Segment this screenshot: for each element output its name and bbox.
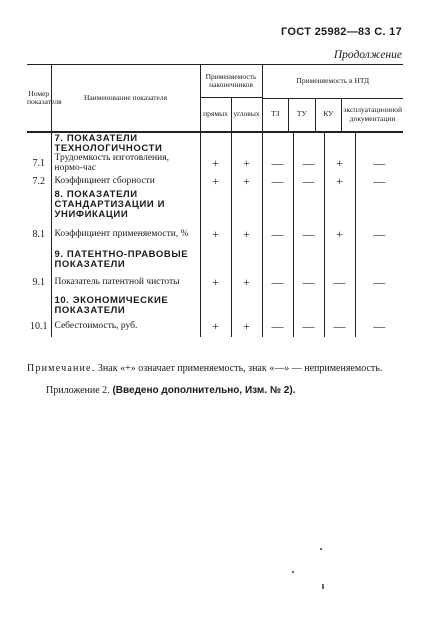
mark-operational: — [373,156,386,171]
mark-angled: + [231,317,262,337]
row-name: Показатель патентной чистоты [51,271,200,295]
mark-ku: + [324,174,355,190]
mark-tu: — [293,154,324,174]
row-name: Трудоемкость изготовления, нормо-час [51,154,200,174]
appendix-text: (Введено дополнительно, Изм. № 2). [109,385,296,396]
section-title: 7. ПОКАЗАТЕЛИ ТЕХНОЛОГИЧНОСТИ [51,132,200,154]
mark-straight: + [200,154,231,174]
col-header-operational: эксплуатационной документации [343,105,403,123]
scan-speck [320,548,322,550]
col-header-ntd-group [262,65,403,133]
col-header-straight: прямых [200,98,231,133]
table-row [27,174,403,190]
row-number: 9.1 [27,271,51,295]
section-row [27,132,403,154]
page-header: ГОСТ 25982—83 С. 17 [281,26,402,38]
mark-angled: + [231,221,262,249]
section-title: 8. ПОКАЗАТЕЛИ СТАНДАРТИЗАЦИИ И УНИФИКАЦИИ [51,190,200,221]
mark-angled: + [231,154,262,174]
continuation-label: Продолжение [333,49,402,61]
indicators-table [27,64,403,337]
row-number: 8.1 [27,221,51,249]
appendix-line [46,385,295,396]
table-row [27,317,403,337]
col-header-ku: КУ [316,99,343,131]
mark-straight: + [200,221,231,249]
col-header-angled: угловых [231,98,262,133]
table-note [27,362,404,376]
mark-operational: — [373,227,386,242]
col-header-tz: ТЗ [263,99,290,131]
mark-operational: — [373,174,386,189]
mark-tz: — [262,271,293,295]
mark-straight: + [200,174,231,190]
mark-angled: + [231,174,262,190]
table-row [27,271,403,295]
mark-ku: + [324,221,355,249]
appendix-lead: Приложение 2. [46,385,110,396]
section-title: 9. ПАТЕНТНО-ПРАВОВЫЕ ПОКАЗАТЕЛИ [51,249,200,271]
row-number: 7.2 [27,174,51,190]
mark-ku: + [324,154,355,174]
table-row [27,221,403,249]
col-header-tu: ТУ [289,99,316,131]
col-header-tips: Применяемость наконечников [200,65,262,98]
mark-tz: — [262,154,293,174]
section-row [27,295,403,317]
row-name: Себестоимость, руб. [51,317,200,337]
mark-tz: — [262,317,293,337]
mark-tu: — [293,271,324,295]
row-number: 10.1 [27,317,51,337]
mark-angled: + [231,271,262,295]
row-name: Коэффициент применяемости, % [51,221,200,249]
mark-operational: — [373,319,386,334]
col-header-name: Наименование показателя [51,65,200,133]
scan-speck [292,571,294,573]
mark-tz: — [262,221,293,249]
col-header-ntd: Применяемость в НТД [263,66,404,99]
row-name: Коэффициент сборности [51,174,200,190]
scan-speck [322,584,324,589]
note-lead: Примечание. [27,363,96,374]
note-text: Знак «+» означает применяемость, знак «—» — неприменяемость. [95,363,383,374]
mark-straight: + [200,317,231,337]
section-row [27,249,403,271]
mark-tz: — [262,174,293,190]
col-header-number: Номер показателя [27,65,51,133]
mark-tu: — [293,174,324,190]
mark-straight: + [200,271,231,295]
mark-tu: — [293,221,324,249]
section-row [27,190,403,221]
section-title: 10. ЭКОНОМИЧЕСКИЕ ПОКАЗАТЕЛИ [51,295,200,317]
mark-tu: — [293,317,324,337]
mark-ku: — [324,317,355,337]
mark-ku: — [324,271,355,295]
row-number: 7.1 [27,154,51,174]
mark-operational: — [373,275,386,290]
table-row [27,154,403,174]
